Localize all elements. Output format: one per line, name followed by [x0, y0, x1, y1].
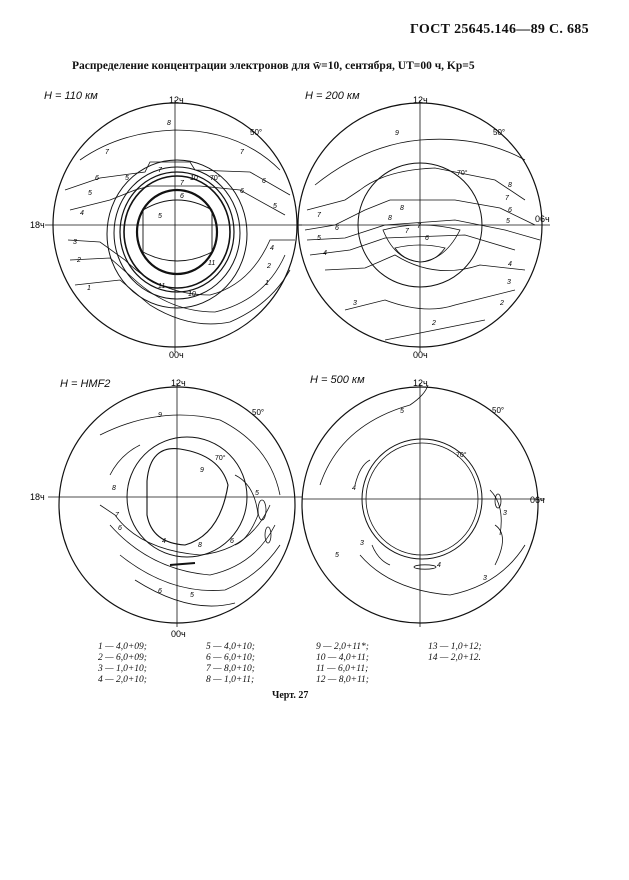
- contour-label: 6: [240, 188, 244, 195]
- contour-label: 3: [353, 300, 357, 307]
- contour-label: 6: [425, 235, 429, 242]
- contour-label: 3: [503, 510, 507, 517]
- contour-label: 7: [505, 195, 509, 202]
- contour-label: 11: [208, 260, 216, 267]
- contour-label: 8: [198, 542, 202, 549]
- contour-label: 7: [240, 149, 244, 156]
- contour-label: 6: [158, 588, 162, 595]
- contour-label: 9: [395, 130, 399, 137]
- contour-label: 8: [508, 182, 512, 189]
- legend-item: 14 — 2,0+12.: [428, 653, 481, 663]
- contour-label: 7: [417, 223, 421, 230]
- contour-label: 3: [483, 575, 487, 582]
- panel-3-bottom-label: 00ч: [171, 629, 186, 639]
- contour-label: 5: [273, 203, 277, 210]
- contour-label: 4: [437, 562, 441, 569]
- panel-4-lat50: 50°: [492, 406, 505, 415]
- contour-label: 4: [323, 250, 327, 257]
- contour-label: 3: [360, 540, 364, 547]
- contour-label: 2: [267, 263, 271, 270]
- legend-item: 13 — 1,0+12;: [428, 642, 482, 652]
- legend-item: 11 — 6,0+11;: [316, 664, 369, 674]
- legend-item: 8 — 1,0+11;: [206, 675, 255, 685]
- contour-label: 7: [317, 212, 321, 219]
- contour-label: 7: [405, 228, 409, 235]
- panel-1-label: H = 110 км: [44, 90, 98, 102]
- contour-label: 6: [508, 207, 512, 214]
- contour-label: 6: [230, 538, 234, 545]
- contour-label: 9: [158, 412, 162, 419]
- panel-1-bottom-label: 00ч: [169, 350, 184, 360]
- legend-item: 1 — 4,0+09;: [98, 642, 147, 652]
- contour-label: 6: [335, 225, 339, 232]
- legend-item: 6 — 6,0+10;: [206, 653, 255, 663]
- panel-2-label: H = 200 км: [305, 90, 360, 102]
- contour-label: 7: [105, 149, 109, 156]
- panel-3-label: H = HMF2: [60, 378, 111, 390]
- contour-label: 8: [167, 120, 171, 127]
- contour-label: 4: [270, 245, 274, 252]
- legend-col-1: [98, 642, 147, 686]
- panel-4-lat70: 70°: [456, 452, 467, 459]
- contour-label: 4: [162, 538, 166, 545]
- contour-label: 2: [432, 320, 436, 327]
- figure-caption: Черт. 27: [272, 690, 309, 701]
- panel-4-right-label: 06ч: [530, 495, 545, 505]
- contour-label: 5: [317, 235, 321, 242]
- contour-label: 1: [87, 285, 91, 292]
- contour-label: 7: [158, 167, 162, 174]
- legend-item: 4 — 2,0+10;: [98, 675, 147, 685]
- panel-3-lat70: 70°: [215, 455, 226, 462]
- contour-label: 4: [508, 261, 512, 268]
- page-header: ГОСТ 25645.146—89 С. 685: [410, 22, 589, 37]
- panel-1-lat70: 70°: [210, 175, 221, 182]
- contour-label: 6: [262, 178, 266, 185]
- panel-2-lat50: 50°: [493, 128, 506, 137]
- contour-label: 2: [500, 300, 504, 307]
- contour-label: 8: [112, 485, 116, 492]
- contour-label: 8: [388, 215, 392, 222]
- contour-label: 10: [190, 175, 198, 182]
- panel-2-lat70: 70°: [457, 170, 468, 177]
- contour-label: 11: [158, 283, 166, 290]
- contour-label: 2: [77, 257, 81, 264]
- contour-label: 6: [95, 175, 99, 182]
- contour-label: 5: [506, 218, 510, 225]
- contour-label: 6: [180, 193, 184, 200]
- panel-4-label: H = 500 км: [310, 374, 365, 386]
- panel-2-right-label: 06ч: [535, 214, 550, 224]
- contour-label: 8: [400, 205, 404, 212]
- legend-col-2: [206, 642, 255, 686]
- panel-4-map: [300, 375, 570, 640]
- contour-label: 4: [80, 210, 84, 217]
- legend-item: 3 — 1,0+10;: [98, 664, 147, 674]
- panel-2-bottom-label: 00ч: [413, 350, 428, 360]
- legend-col-4: [428, 642, 482, 664]
- contour-label: 5: [400, 408, 404, 415]
- contour-label: 6: [118, 525, 122, 532]
- panel-1-map: [30, 90, 310, 360]
- panel-1-left-label: 18ч: [30, 220, 45, 230]
- contour-label: 5: [125, 175, 129, 182]
- panel-4-top-label: 12ч: [413, 378, 428, 388]
- panel-2-top-label: 12ч: [413, 95, 428, 105]
- legend-item: 5 — 4,0+10;: [206, 642, 255, 652]
- contour-label: 5: [88, 190, 92, 197]
- contour-label: 10: [188, 291, 196, 298]
- legend-item: 12 — 8,0+11;: [316, 675, 369, 685]
- legend-item: 7 — 8,0+10;: [206, 664, 255, 674]
- contour-label: 5: [335, 552, 339, 559]
- panel-1-lat50: 50°: [250, 128, 263, 137]
- panel-3-top-label: 12ч: [171, 378, 186, 388]
- contour-label: 3: [507, 279, 511, 286]
- contour-label: 3: [73, 239, 77, 246]
- contour-label: 1: [265, 280, 269, 287]
- contour-label: 7: [180, 180, 184, 187]
- panel-3-left-label: 18ч: [30, 492, 45, 502]
- legend-col-3: [316, 642, 369, 686]
- contour-label: 5: [158, 213, 162, 220]
- contour-label: 7: [115, 512, 119, 519]
- panel-3-map: [30, 375, 310, 640]
- contour-label: 4: [352, 485, 356, 492]
- legend-item: 2 — 6,0+09;: [98, 653, 147, 663]
- contour-label: 9: [200, 467, 204, 474]
- panel-2-map: [295, 90, 565, 360]
- legend-item: 10 — 4,0+11;: [316, 653, 369, 663]
- contour-label: 5: [255, 490, 259, 497]
- panel-3-lat50: 50°: [252, 408, 265, 417]
- contour-label: 5: [190, 592, 194, 599]
- panel-1-top-label: 12ч: [169, 95, 184, 105]
- figure-title: Распределение концентрации электронов для w̄=10, сентября, UT=00 ч, Kp=5: [72, 60, 475, 72]
- legend-item: 9 — 2,0+11*;: [316, 642, 369, 652]
